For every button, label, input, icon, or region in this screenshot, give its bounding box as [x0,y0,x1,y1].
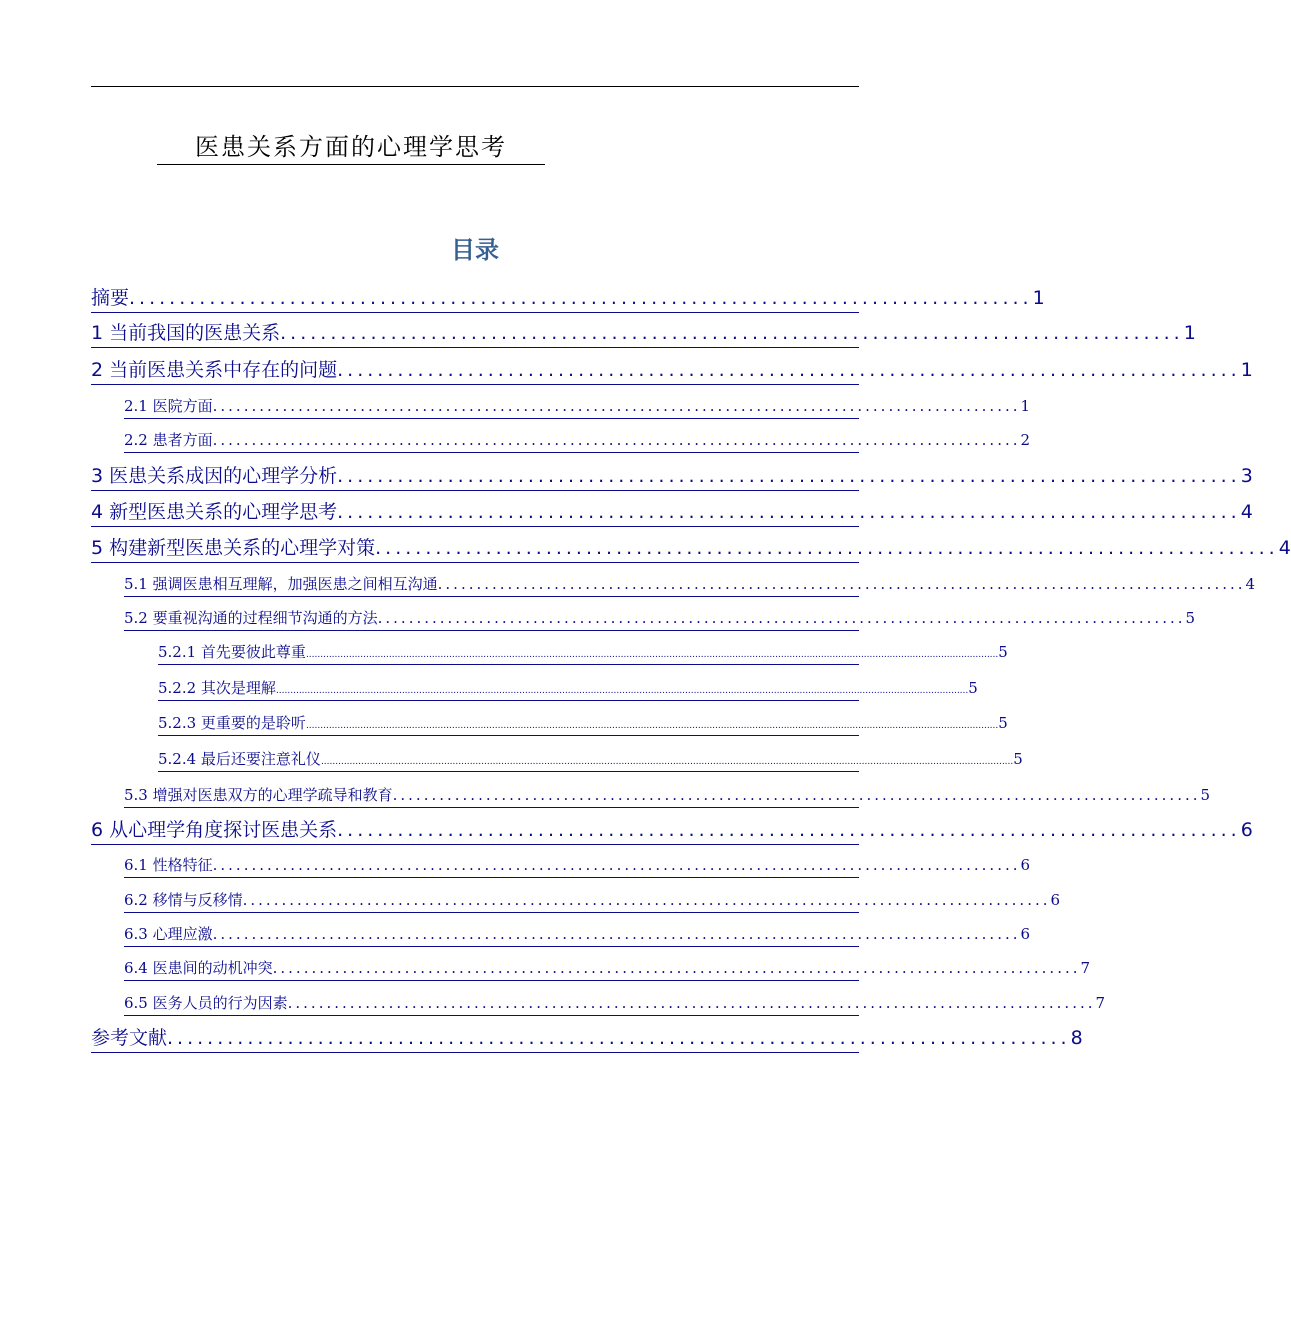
toc-leader-dots: .......................................................................................... [337,465,1241,487]
toc-entry-title: 3 医患关系成因的心理学分析 [91,465,338,487]
toc-entry-title: 6.5 医务人员的行为因素 [124,994,288,1012]
toc-entry-title: 5.2 要重视沟通的过程细节沟通的方法 [124,609,378,627]
toc-entry-title: 5 构建新型医患关系的心理学对策 [91,537,376,559]
toc-entry-title: 5.1 强调医患相互理解，加强医患之间相互沟通 [124,575,438,593]
toc-entry-section-6-3[interactable] [124,924,1031,947]
toc-entry-section-6-4[interactable] [124,958,1091,981]
toc-entry-title: 6.4 医患间的动机冲突 [124,959,273,977]
toc-entry-title: 2.1 医院方面 [124,397,213,415]
toc-entry-title: 5.3 增强对医患双方的心理学疏导和教育 [124,786,393,804]
toc-entry-page: 6 [1020,856,1031,874]
toc-entry-title: 2 当前医患关系中存在的问题 [91,359,338,381]
toc-entry-title: 4 新型医患关系的心理学思考 [91,501,338,523]
toc-leader-dots: .......................................................................................... [280,322,1184,344]
toc-entry-section-6[interactable] [91,818,1253,845]
toc-leader-dots: ........................................................................................................ [272,959,1081,977]
toc-leader-dots: ........................................................................................................ [212,431,1021,449]
toc-entry-page: 1 [1183,322,1196,344]
toc-entry-page: 1 [1020,397,1031,415]
toc-entry-section-4[interactable] [91,500,1253,527]
toc-leader-dots: .................................................................................................................................................................................................................................................. [320,757,1014,767]
toc-entry-title: 5.2.3 更重要的是聆听 [158,714,306,732]
toc-leader-dots: .................................................................................................................................................................................................................................................. [275,686,969,696]
toc-leader-dots: ........................................................................................................ [377,609,1186,627]
toc-entry-page: 6 [1050,891,1061,909]
toc-entry-references[interactable] [91,1026,1083,1053]
toc-entry-page: 7 [1095,994,1106,1012]
toc-entry-title: 2.2 患者方面 [124,431,213,449]
toc-leader-dots: .......................................................................................... [337,359,1241,381]
toc-entry-page: 2 [1020,431,1031,449]
toc-leader-dots: ........................................................................................................ [392,786,1201,804]
toc-entry-section-2-2[interactable] [124,430,1031,453]
toc-entry-page: 6 [1020,925,1031,943]
document-title: 医患关系方面的心理学思考 [157,130,545,165]
toc-entry-title: 6.3 心理应激 [124,925,213,943]
toc-entry-section-3[interactable] [91,464,1253,491]
toc-entry-section-5-1[interactable] [124,574,1256,597]
toc-leader-dots: .................................................................................................................................................................................................................................................. [305,650,999,660]
toc-leader-dots: ........................................................................................................ [242,891,1051,909]
toc-entry-section-5-2[interactable] [124,608,1196,631]
toc-entry-page: 5 [1200,786,1211,804]
toc-entry-page: 8 [1070,1027,1083,1049]
toc-entry-page: 4 [1278,537,1291,559]
toc-leader-dots: ........................................................................................................ [212,856,1021,874]
toc-entry-title: 5.2.4 最后还要注意礼仪 [158,750,321,768]
toc-entry-page: 5 [998,643,1008,661]
toc-entry-page: 5 [1185,609,1196,627]
toc-entry-section-6-2[interactable] [124,890,1061,913]
toc-entry-section-5-2-1[interactable] [158,642,1008,665]
toc-entry-title: 摘要 [91,287,130,309]
toc-entry-page: 7 [1080,959,1091,977]
toc-entry-page: 3 [1240,465,1253,487]
toc-entry-title: 参考文献 [91,1027,168,1049]
toc-entry-section-6-5[interactable] [124,993,1106,1016]
toc-entry-section-6-1[interactable] [124,855,1031,878]
toc-entry-title: 5.2.2 其次是理解 [158,679,276,697]
toc-leader-dots: .......................................................................................... [337,501,1241,523]
toc-leader-dots: ........................................................................................................ [287,994,1096,1012]
toc-leader-dots: ........................................................................................................ [212,397,1021,415]
toc-leader-dots: .......................................................................................... [167,1027,1071,1049]
toc-leader-dots: ........................................................................................................ [437,575,1246,593]
toc-leader-dots: .......................................................................................... [375,537,1279,559]
toc-leader-dots: ........................................................................................................ [212,925,1021,943]
toc-entry-section-2[interactable] [91,358,1253,385]
toc-entry-title: 6.1 性格特征 [124,856,213,874]
toc-entry-page: 1 [1240,359,1253,381]
toc-entry-page: 4 [1245,575,1256,593]
toc-entry-title: 6 从心理学角度探讨医患关系 [91,819,338,841]
toc-entry-page: 1 [1032,287,1045,309]
toc-leader-dots: .......................................................................................... [337,819,1241,841]
toc-entry-page: 5 [1013,750,1023,768]
toc-entry-page: 5 [998,714,1008,732]
toc-entry-abstract[interactable] [91,286,1045,313]
toc-entry-section-1[interactable] [91,321,1196,348]
toc-entry-section-5-2-3[interactable] [158,713,1008,736]
toc-entry-section-2-1[interactable] [124,396,1031,419]
toc-entry-section-5-3[interactable] [124,785,1211,808]
toc-leader-dots: .................................................................................................................................................................................................................................................. [305,721,999,731]
toc-entry-page: 5 [968,679,978,697]
header-rule [91,86,859,87]
toc-entry-section-5[interactable] [91,536,1291,563]
toc-entry-title: 1 当前我国的医患关系 [91,322,281,344]
toc-entry-page: 6 [1240,819,1253,841]
toc-heading: 目录 [451,236,499,264]
toc-entry-section-5-2-4[interactable] [158,749,1023,772]
toc-entry-page: 4 [1240,501,1253,523]
toc-leader-dots: .......................................................................................... [129,287,1033,309]
toc-entry-title: 6.2 移情与反移情 [124,891,243,909]
toc-entry-section-5-2-2[interactable] [158,678,978,701]
toc-entry-title: 5.2.1 首先要彼此尊重 [158,643,306,661]
